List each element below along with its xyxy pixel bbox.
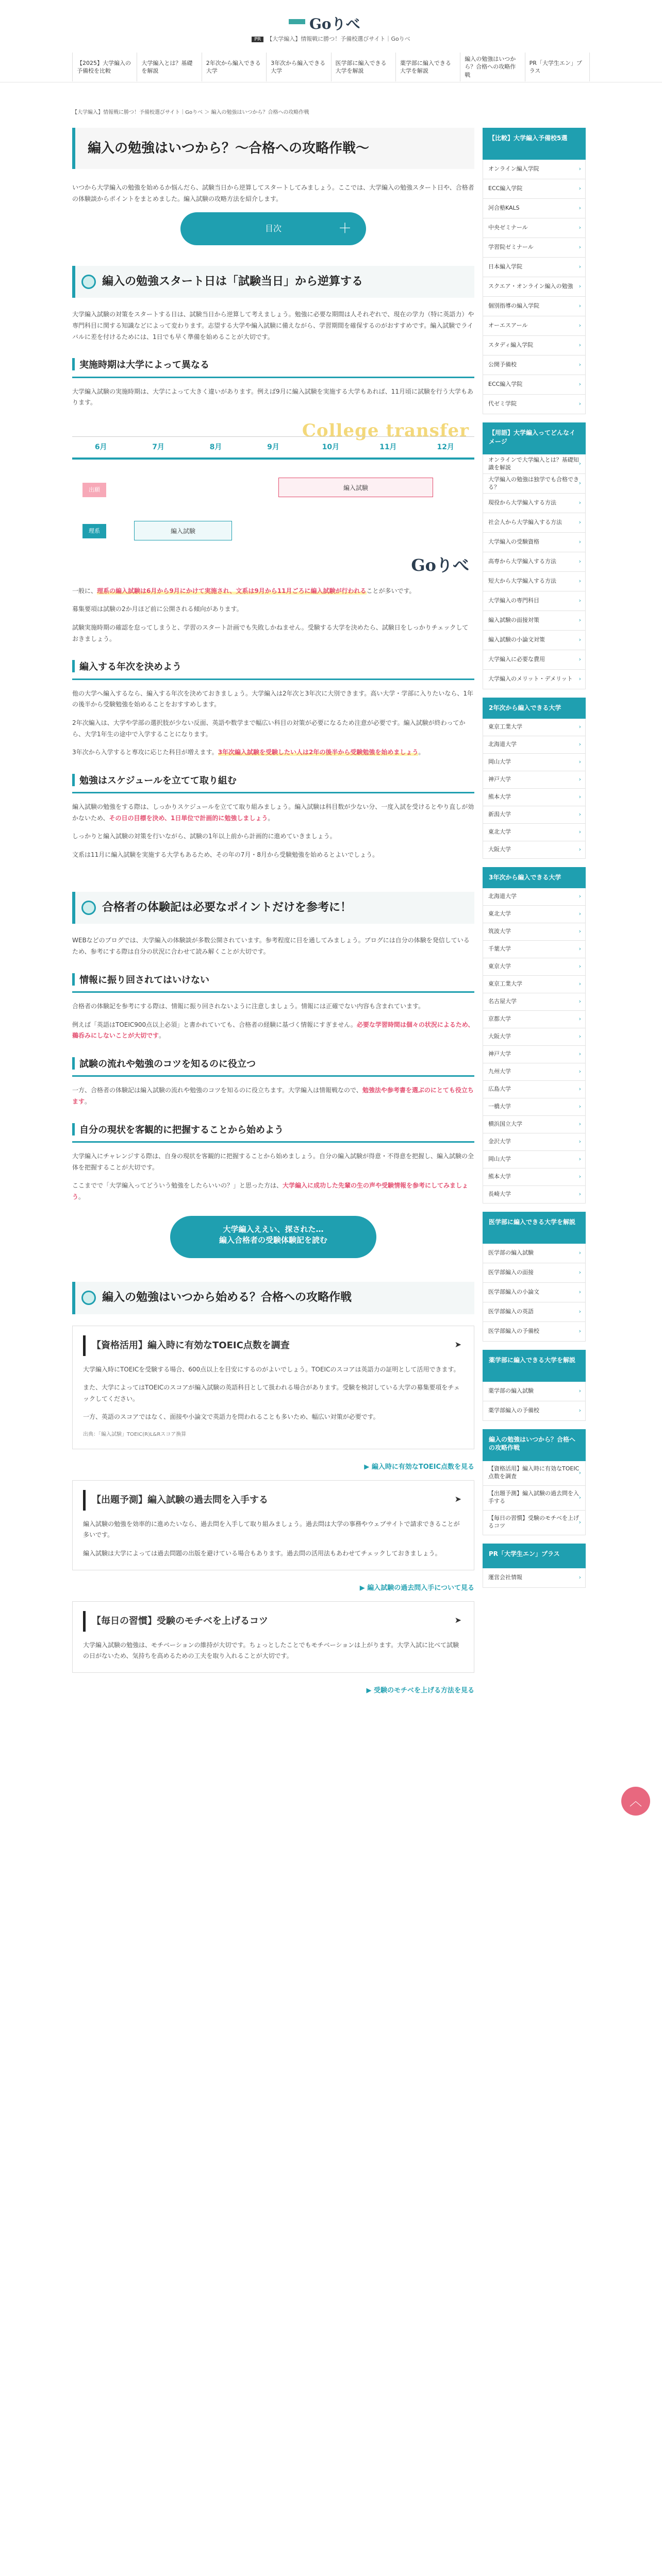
sidebar-item[interactable]: 名古屋大学 ›: [483, 993, 586, 1011]
sidebar-item[interactable]: スクエア・オンライン編入の勉強 ›: [483, 277, 586, 297]
more-link[interactable]: ▶ 編入試験の過去問入手について見る: [359, 1584, 474, 1592]
sidebar-item[interactable]: 東北大学 ›: [483, 906, 586, 923]
paragraph: 試験実施時期の確認を怠ってしまうと、学習のスタート計画でも失敗しかねません。受験する大学を決めたら、試験日をしっかりチェックしておきましょう。: [72, 624, 469, 642]
sidebar-item[interactable]: ECC編入学院 ›: [483, 179, 586, 199]
month-axis: [72, 436, 474, 460]
sidebar-item[interactable]: 東京工業大学 ›: [483, 719, 586, 736]
sidebar-heading[interactable]: 編入の勉強はいつから？合格への攻略作戦: [483, 1429, 586, 1461]
month-label: 6月: [94, 443, 107, 451]
sidebar-item[interactable]: 【出題予測】編入試験の過去問を入手する ›: [483, 1486, 586, 1511]
nav-item[interactable]: 3年次から編入できる大学: [266, 53, 330, 81]
sidebar-item[interactable]: 大学編入の勉強は独学でも合格できる？ ›: [483, 474, 586, 494]
breadcrumb[interactable]: 【大学編入】情報戦に勝つ！予備校選びサイト｜Goりべ ＞ 編入の勉強はいつから？合格への攻略作戦: [72, 110, 309, 115]
sidebar-item[interactable]: オーエスアール ›: [483, 316, 586, 336]
sidebar-item[interactable]: 東京大学 ›: [483, 958, 586, 976]
sidebar-item[interactable]: 九州大学 ›: [483, 1063, 586, 1081]
site-logo[interactable]: Goりべ: [289, 11, 360, 37]
sidebar-item[interactable]: 医学部編入の小論文 ›: [483, 1283, 586, 1302]
paragraph: 文系は11月に編入試験を実施する大学もあるため、その年の7月・8月から受験勉強を始めるとよいでしょう。: [72, 851, 379, 858]
sidebar-item[interactable]: 公開予備校 ›: [483, 355, 586, 375]
sidebar-heading[interactable]: 2年次から編入できる大学: [483, 698, 586, 719]
sidebar-item[interactable]: 中央ゼミナール ›: [483, 218, 586, 238]
card-title[interactable]: 【出題予測】編入試験の過去問を入手する ➤: [83, 1490, 464, 1511]
subheading: 実施時期は大学によって異なる: [72, 355, 474, 378]
month-label: 8月: [209, 443, 222, 451]
sidebar-item[interactable]: 京都大学 ›: [483, 1011, 586, 1028]
paragraph: 大学編入時にTOEICを受験する場合、600点以上を目安にするのがよいでしょう。TOEICのスコアは英語力の証明として活用できます。: [83, 1365, 460, 1373]
plus-icon: ＋: [338, 221, 352, 236]
paragraph: 編入試験の勉強をする際は、しっかりスケジュールを立てて取り組みましょう。編入試験は科目数が少ない分、一度入試を受けるとやり直しが効かないため、その日の目標を決め、1日単位で計画的に勉強しましょう。: [72, 803, 474, 822]
section-heading: 編入の勉強はいつから始める？合格への攻略作戦: [72, 1282, 474, 1314]
nav-item[interactable]: 【2025】大学編入の予備校を比較: [72, 53, 137, 81]
sidebar-item[interactable]: 河合塾KALS ›: [483, 199, 586, 218]
scroll-top-button[interactable]: [621, 1787, 650, 1816]
graduation-cap-icon: [289, 19, 305, 29]
toc-button[interactable]: 目次 ＋: [180, 212, 366, 245]
paragraph: しっかりと編入試験の対策を行いながら、試験の1年以上前から計画的に進めていきましょう。: [72, 833, 336, 840]
sidebar-item[interactable]: 編入試験の面接対策 ›: [483, 611, 586, 631]
subheading: 編入する年次を決めよう: [72, 657, 474, 680]
schedule-label: 出願: [82, 483, 106, 497]
sidebar-item[interactable]: 個別指導の編入学院 ›: [483, 297, 586, 316]
card-title[interactable]: 【資格活用】編入時に有効なTOEIC点数を調査 ➤: [83, 1335, 464, 1356]
sidebar-item[interactable]: 大学編入のメリット・デメリット ›: [483, 670, 586, 689]
subheading: 勉強はスケジュールを立てて取り組む: [72, 771, 474, 794]
source-note: 出典：「編入試験」TOEIC(R)L&Rスコア換算: [83, 1432, 187, 1438]
section-heading: 合格者の体験記は必要なポイントだけを参考に！: [72, 892, 474, 924]
nav-item[interactable]: 薬学部に編入できる大学を解説: [395, 53, 460, 81]
sidebar-item[interactable]: 運営会社情報 ›: [483, 1568, 586, 1588]
sidebar-item[interactable]: 北海道大学 ›: [483, 736, 586, 754]
sidebar-item[interactable]: 横浜国立大学 ›: [483, 1116, 586, 1133]
nav-item[interactable]: 編入の勉強はいつから？合格への攻略作戦: [460, 53, 524, 81]
sidebar-block: [483, 1212, 586, 1342]
sidebar-item[interactable]: ECC編入学院 ›: [483, 375, 586, 395]
article-card: [72, 1601, 474, 1673]
sidebar-item[interactable]: 現役から大学編入する方法 ›: [483, 494, 586, 513]
sidebar-item[interactable]: 学習院ゼミナール ›: [483, 238, 586, 258]
paragraph: また、大学によってはTOEICのスコアが編入試験の英語科目として扱われる場合があります。受験を検討している大学の募集要項をチェックしてください。: [83, 1384, 460, 1402]
schedule-bar: 編入試験: [134, 521, 232, 540]
section-heading: 編入の勉強スタート日は「試験当日」から逆算する: [72, 266, 474, 298]
sidebar-item[interactable]: 岡山大学 ›: [483, 1151, 586, 1168]
schedule-figure: [72, 416, 474, 581]
more-link[interactable]: ▶ 受験のモチベを上げる方法を見る: [366, 1687, 474, 1695]
sidebar-item[interactable]: 筑波大学 ›: [483, 923, 586, 941]
sidebar-block: [483, 1429, 586, 1535]
more-link[interactable]: ▶ 編入時に有効なTOEIC点数を見る: [364, 1463, 474, 1471]
sidebar-heading[interactable]: 3年次から編入できる大学: [483, 867, 586, 888]
sidebar-item[interactable]: 大学編入の専門科目 ›: [483, 591, 586, 611]
sidebar-item[interactable]: 広島大学 ›: [483, 1081, 586, 1098]
sidebar-item[interactable]: 大学編入の受験資格 ›: [483, 533, 586, 552]
sidebar: [483, 128, 586, 1596]
month-label: 7月: [152, 443, 164, 451]
month-label: 10月: [322, 443, 340, 451]
sidebar-item[interactable]: 長崎大学 ›: [483, 1186, 586, 1204]
article-card: [72, 1326, 474, 1449]
schedule-bar: 編入試験: [278, 478, 433, 497]
sidebar-block: [483, 1350, 586, 1421]
sidebar-block: [483, 698, 586, 859]
article-card: [72, 1480, 474, 1570]
sidebar-item[interactable]: 医学部編入の面接 ›: [483, 1263, 586, 1283]
nav-item[interactable]: PR「大学生エン」プラス: [525, 53, 590, 81]
sidebar-item[interactable]: 一橋大学 ›: [483, 1098, 586, 1116]
bullet-icon: [81, 901, 96, 915]
cta-button[interactable]: 大学編入ええい、探された… 編入合格者の受験体験記を読む: [170, 1216, 376, 1258]
paragraph: 大学編入試験の対策をスタートする日は、試験当日から逆算して考えましょう。勉強に必要な期間は人それぞれで、現在の学力（特に英語力）や専門科目に関する知識などによって変わります。志望する大学や編入試験に備えながら、学習期間を確保するのがおすすめです。編入試験でライバルに差を付けるためには、1日でも早く準備を始めることが大切です。: [72, 311, 474, 341]
sidebar-item[interactable]: 岡山大学 ›: [483, 754, 586, 771]
month-label: 11月: [379, 443, 397, 451]
main-content: [72, 128, 474, 1701]
schedule-label: 理系: [82, 524, 106, 538]
sidebar-block: [483, 128, 586, 414]
sidebar-block: [483, 422, 586, 689]
sidebar-item[interactable]: 金沢大学 ›: [483, 1133, 586, 1151]
arrow-right-icon: ➤: [454, 1494, 461, 1504]
paragraph: ここまでで「大学編入ってどういう勉強をしたらいいの？」と思った方は、大学編入に成功した先輩の生の声や受験情報を参考にしてみましょう。: [72, 1182, 469, 1200]
paragraph: 募集要項は試験の2か月ほど前に公開される傾向があります。: [72, 605, 243, 613]
subheading: 自分の現状を客観的に把握することから始めよう: [72, 1120, 474, 1143]
subheading: 試験の流れや勉強のコツを知るのに役立つ: [72, 1054, 474, 1077]
sidebar-item[interactable]: 日本編入学院 ›: [483, 258, 586, 277]
sidebar-item[interactable]: 薬学部編入の予備校 ›: [483, 1401, 586, 1421]
arrow-right-icon: ➤: [454, 1615, 461, 1625]
paragraph: 一方、合格者の体験記は編入試験の流れや勉強のコツを知るのに役立ちます。大学編入は情報戦なので、勉強法や参考書を選ぶのにとても役立ちます。: [72, 1087, 474, 1105]
sidebar-heading[interactable]: 医学部に編入できる大学を解説: [483, 1212, 586, 1244]
nav-item[interactable]: 大学編入とは？基礎を解説: [137, 53, 201, 81]
site-header: [0, 0, 662, 82]
sidebar-item[interactable]: 短大から大学編入する方法 ›: [483, 572, 586, 591]
sidebar-heading[interactable]: 【比較】大学編入予備校5選: [483, 128, 586, 160]
sidebar-item[interactable]: 東北大学 ›: [483, 824, 586, 841]
paragraph: 大学編入試験の勉強は、モチベーションの維持が大切です。ちょっとしたことでもモチベーションは上がります。大学入試に比べて試験の日がないため、気持ちを高めるための工夫を取り入れることが大切です。: [83, 1641, 459, 1660]
paragraph: 例えば「英語はTOEIC900点以上必須」と書かれていても、合格者の経験に基づく情報にすぎません。必要な学習時間は個々の状況によるため、鵜呑みにしないことが大切です。: [72, 1021, 474, 1040]
paragraph: 他の大学へ編入するなら、編入する年次を決めておきましょう。大学編入は2年次と3年次に大別できます。高い大学・学部に入りたいなら、1年の後半から受験勉強を始めることをおすすめします。: [72, 689, 473, 708]
sidebar-item[interactable]: 熊本大学 ›: [483, 789, 586, 806]
sidebar-item[interactable]: スタディ編入学院 ›: [483, 336, 586, 355]
paragraph: 3年次から入学すると専攻に応じた科目が増えます。3年次編入試験を受験したい人は2年の後半から受験勉強を始めましょう。: [72, 749, 425, 756]
sidebar-item[interactable]: 東京工業大学 ›: [483, 976, 586, 993]
sidebar-item[interactable]: 新潟大学 ›: [483, 806, 586, 824]
sidebar-heading[interactable]: 薬学部に編入できる大学を解説: [483, 1350, 586, 1382]
sidebar-item[interactable]: 代ゼミ学院 ›: [483, 395, 586, 414]
pr-badge: PR: [252, 37, 263, 42]
sidebar-item[interactable]: 千葉大学 ›: [483, 941, 586, 958]
paragraph: 一方、英語のスコアではなく、面接や小論文で英語力を問われることも多いため、幅広い対策が必要です。: [83, 1413, 379, 1421]
site-tagline: PR 【大学編入】情報戦に勝つ！予備校選びサイト｜Goりべ: [227, 34, 435, 44]
sidebar-heading[interactable]: PR「大学生エン」プラス: [483, 1544, 586, 1568]
sidebar-item[interactable]: 熊本大学 ›: [483, 1168, 586, 1186]
sidebar-item[interactable]: オンラインで大学編入とは？基礎知識を解説 ›: [483, 454, 586, 474]
paragraph: 2年次編入は、大学や学部の選択肢が少ない反面、英語や数学まで幅広い科目の対策が必要になるため注意が必要です。編入試験が終わってから、大学1年生の途中で入学することになります。: [72, 719, 466, 738]
chevron-up-icon: ︿: [630, 1794, 642, 1808]
paragraph: WEBなどのブログでは、大学編入の体験談が多数公開されています。参考程度に目を通してみましょう。ブログには自分の体験を発信しているため、参考にする際は自分の状況に合わせて読み解くことが大切です。: [72, 937, 470, 955]
intro-text: いつから大学編入の勉強を始めるか悩んだら、試験当日から逆算してスタートしてみましょう。ここでは、大学編入の勉強スタート日や、合格者の体験談からポイントをまとめました。編入試験の攻略方法を紹介します。: [72, 184, 474, 202]
paragraph: 大学編入にチャレンジする際は、自身の現状を客観的に把握することから始めましょう。自分の編入試験が得意・不得意を把握し、編入試験の全体を把握することが大切です。: [72, 1153, 474, 1171]
sidebar-item[interactable]: 北海道大学 ›: [483, 888, 586, 906]
schedule-watermark: College transfer: [302, 420, 469, 441]
sidebar-item[interactable]: 高専から大学編入する方法 ›: [483, 552, 586, 572]
sidebar-item[interactable]: 医学部の編入試験 ›: [483, 1244, 586, 1263]
page-title: 編入の勉強はいつから？～合格への攻略作戦～: [72, 128, 474, 169]
sidebar-item[interactable]: 社会人から大学編入する方法 ›: [483, 513, 586, 533]
sidebar-item[interactable]: 薬学部の編入試験 ›: [483, 1382, 586, 1401]
card-title[interactable]: 【毎日の習慣】受験のモチベを上げるコツ ➤: [83, 1611, 464, 1632]
sidebar-item[interactable]: 大学編入に必要な費用 ›: [483, 650, 586, 670]
month-label: 12月: [437, 443, 454, 451]
nav-item[interactable]: 医学部に編入できる大学を解説: [331, 53, 395, 81]
global-nav: [72, 53, 590, 81]
sidebar-block: [483, 867, 586, 1204]
subheading: 情報に振り回されてはいけない: [72, 970, 474, 993]
sidebar-item[interactable]: 神戸大学 ›: [483, 771, 586, 789]
arrow-right-icon: ➤: [454, 1340, 461, 1350]
paragraph: 一般に、理系の編入試験は6月から9月にかけて実施され、文系は9月から11月ごろに編入試験が行われることが多いです。: [72, 587, 416, 595]
sidebar-item[interactable]: 大阪大学 ›: [483, 841, 586, 859]
paragraph: 編入試験は大学によっては過去問題の出版を避けている場合もあります。過去問の活用法もあわせてチェックしておきましょう。: [83, 1550, 441, 1557]
month-label: 9月: [267, 443, 279, 451]
paragraph: 編入試験の勉強を効率的に進めたいなら、過去問を入手して取り組みましょう。過去問は大学の事務やウェブサイトで請求できることが多いです。: [83, 1520, 460, 1539]
sidebar-item[interactable]: 大阪大学 ›: [483, 1028, 586, 1046]
sidebar-item[interactable]: 神戸大学 ›: [483, 1046, 586, 1063]
sidebar-item[interactable]: 医学部編入の英語 ›: [483, 1302, 586, 1322]
schedule-logo: Goりべ: [411, 555, 469, 575]
bullet-icon: [81, 1291, 96, 1305]
bullet-icon: [81, 275, 96, 289]
paragraph: 合格者の体験記を参考にする際は、情報に振り回されないように注意しましょう。情報には正確でない内容も含まれています。: [72, 1003, 425, 1010]
sidebar-item[interactable]: オンライン編入学院 ›: [483, 160, 586, 179]
sidebar-item[interactable]: 編入試験の小論文対策 ›: [483, 631, 586, 650]
sidebar-item[interactable]: 【資格活用】編入時に有効なTOEIC点数を調査 ›: [483, 1461, 586, 1486]
paragraph: 大学編入試験の実施時期は、大学によって大きく違いがあります。例えば9月に編入試験を実施する大学もあれば、11月頃に試験を行う大学もあります。: [72, 387, 473, 406]
sidebar-block: [483, 1544, 586, 1588]
nav-item[interactable]: 2年次から編入できる大学: [202, 53, 266, 81]
sidebar-item[interactable]: 医学部編入の予備校 ›: [483, 1322, 586, 1342]
sidebar-heading[interactable]: 【用語】大学編入ってどんなイメージ: [483, 422, 586, 454]
sidebar-item[interactable]: 【毎日の習慣】受験のモチベを上げるコツ ›: [483, 1511, 586, 1535]
